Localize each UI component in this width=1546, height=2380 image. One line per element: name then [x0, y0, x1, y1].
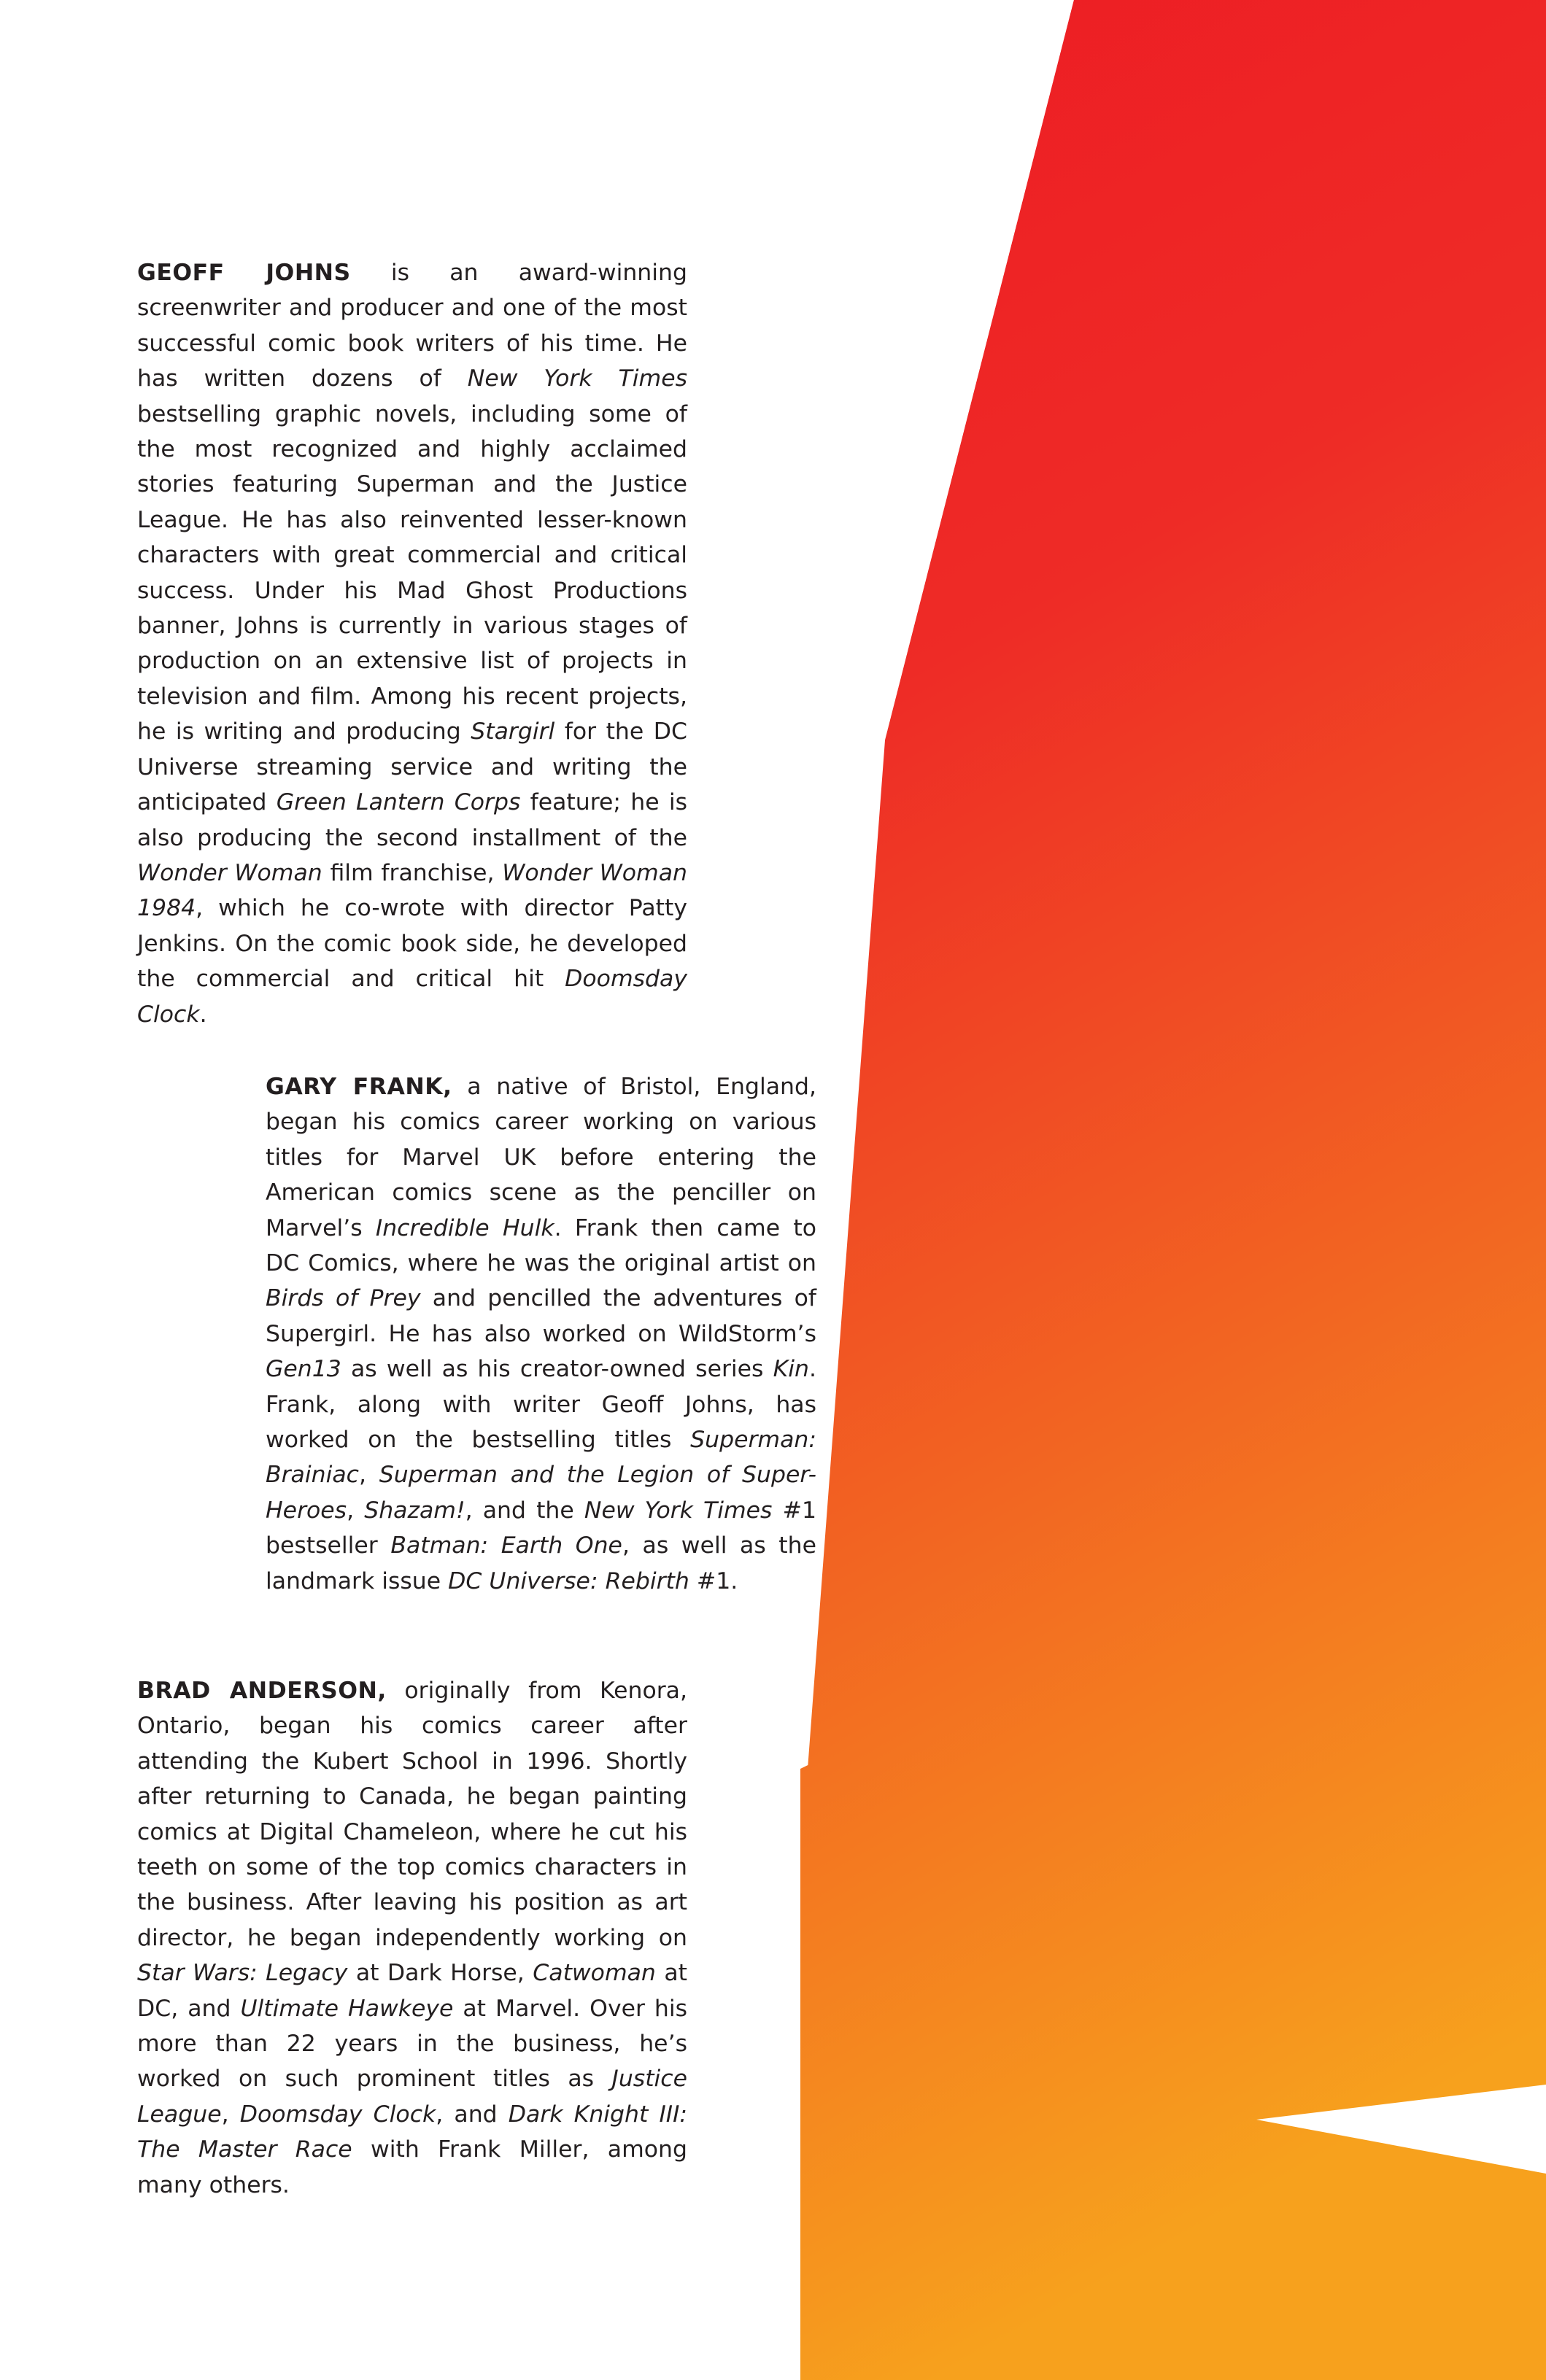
bio-name: BRAD ANDERSON,	[137, 1678, 387, 1704]
bio-gary-frank: GARY FRANK, a native of Bristol, England, began his comics career working on various titles for Marvel UK before entering the American comics scene as the penciller on Marvel’s Incredible Hulk. Frank then came to DC Comics, where he was the original artist on Birds of Prey and pencilled the adventures of Supergirl. He has also worked on WildStorm’s Gen13 as well as his creator-owned series Kin. Frank, along with writer Geoff Johns, has worked on the bestselling titles Superman: Brainiac, Superman and the Legion of Super-Heroes, Shazam!, and the New York Times #1 bestseller Batman: Earth One, as well as the landmark issue DC Universe: Rebirth #1.	[266, 1074, 817, 1594]
bio-brad-anderson: BRAD ANDERSON, originally from Kenora, Ontario, began his comics career after attending the Kubert School in 1996. Shortly after returning to Canada, he began painting comics at Digital Chameleon, where he cut his teeth on some of the top comics characters in the business. After leaving his position as art director, he began independently working on Star Wars: Legacy at Dark Horse, Catwoman at DC, and Ultimate Hawkeye at Marvel. Over his more than 22 years in the business, he’s worked on such prominent titles as Justice League, Doomsday Clock, and Dark Knight III: The Master Race with Frank Miller, among many others.	[137, 1678, 688, 2198]
bio-name: GEOFF JOHNS	[137, 260, 351, 286]
bio-name: GARY FRANK,	[266, 1074, 452, 1100]
bio-geoff-johns: GEOFF JOHNS is an award-winning screenwriter and producer and one of the most successful comic book writers of his time. He has written dozens of New York Times bestselling graphic novels, including some of the most recognized and highly acclaimed stories featuring Superman and the Justice League. He has also reinvented lesser-known characters with great commercial and critical success. Under his Mad Ghost Productions banner, Johns is currently in various stages of production on an extensive list of projects in television and film. Among his recent projects, he is writing and producing Stargirl for the DC Universe streaming service and writing the anticipated Green Lantern Corps feature; he is also producing the second installment of the Wonder Woman film franchise, Wonder Woman 1984, which he co-wrote with director Patty Jenkins. On the comic book side, he developed the commercial and critical hit Doomsday Clock.	[137, 260, 688, 1028]
